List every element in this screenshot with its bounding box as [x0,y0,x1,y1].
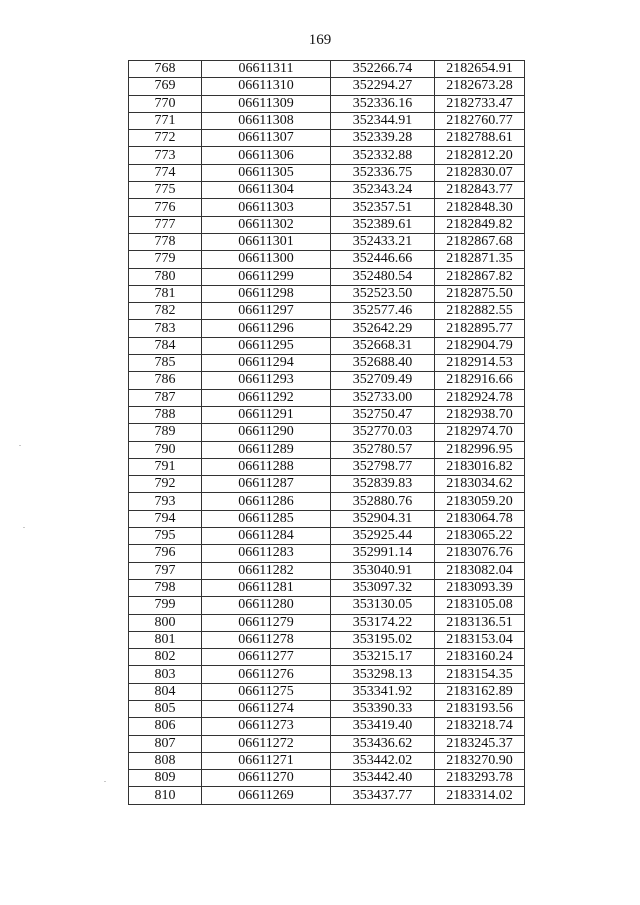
cell-point-id: 06611311 [202,61,331,78]
table-row [129,389,525,406]
cell-y-coordinate: 2183218.74 [435,718,525,735]
cell-y-coordinate: 2183034.62 [435,476,525,493]
cell-y-coordinate: 2182848.30 [435,199,525,216]
table-row [129,787,525,804]
cell-row-number: 804 [129,683,202,700]
cell-point-id: 06611297 [202,303,331,320]
cell-y-coordinate: 2183065.22 [435,528,525,545]
table-row [129,337,525,354]
cell-x-coordinate: 353419.40 [331,718,435,735]
cell-x-coordinate: 352904.31 [331,510,435,527]
cell-x-coordinate: 352357.51 [331,199,435,216]
cell-y-coordinate: 2182871.35 [435,251,525,268]
cell-row-number: 776 [129,199,202,216]
cell-point-id: 06611308 [202,112,331,129]
table-row [129,545,525,562]
cell-point-id: 06611306 [202,147,331,164]
cell-row-number: 771 [129,112,202,129]
cell-row-number: 806 [129,718,202,735]
cell-point-id: 06611275 [202,683,331,700]
cell-x-coordinate: 353174.22 [331,614,435,631]
cell-row-number: 810 [129,787,202,804]
cell-x-coordinate: 352344.91 [331,112,435,129]
cell-row-number: 784 [129,337,202,354]
table-row [129,303,525,320]
cell-row-number: 785 [129,355,202,372]
cell-y-coordinate: 2182938.70 [435,406,525,423]
table-row [129,579,525,596]
cell-row-number: 786 [129,372,202,389]
cell-x-coordinate: 352523.50 [331,285,435,302]
cell-row-number: 769 [129,78,202,95]
cell-x-coordinate: 353442.40 [331,770,435,787]
cell-point-id: 06611300 [202,251,331,268]
cell-point-id: 06611274 [202,700,331,717]
cell-point-id: 06611293 [202,372,331,389]
cell-y-coordinate: 2183153.04 [435,631,525,648]
cell-x-coordinate: 352709.49 [331,372,435,389]
margin-mark [104,781,106,782]
cell-x-coordinate: 353215.17 [331,649,435,666]
cell-point-id: 06611296 [202,320,331,337]
table-row [129,493,525,510]
cell-row-number: 792 [129,476,202,493]
cell-x-coordinate: 353097.32 [331,579,435,596]
cell-x-coordinate: 352336.75 [331,164,435,181]
cell-point-id: 06611269 [202,787,331,804]
cell-x-coordinate: 352577.46 [331,303,435,320]
cell-point-id: 06611285 [202,510,331,527]
table-row [129,476,525,493]
cell-y-coordinate: 2182843.77 [435,182,525,199]
table-row [129,164,525,181]
cell-row-number: 793 [129,493,202,510]
cell-row-number: 789 [129,424,202,441]
table-row [129,441,525,458]
cell-row-number: 770 [129,95,202,112]
cell-point-id: 06611294 [202,355,331,372]
cell-x-coordinate: 353437.77 [331,787,435,804]
cell-row-number: 781 [129,285,202,302]
table-row [129,597,525,614]
cell-x-coordinate: 353390.33 [331,700,435,717]
cell-row-number: 807 [129,735,202,752]
cell-y-coordinate: 2182760.77 [435,112,525,129]
cell-y-coordinate: 2183160.24 [435,649,525,666]
cell-x-coordinate: 352339.28 [331,130,435,147]
cell-point-id: 06611291 [202,406,331,423]
table-row [129,614,525,631]
table-row [129,216,525,233]
table-row [129,666,525,683]
cell-y-coordinate: 2183293.78 [435,770,525,787]
cell-x-coordinate: 352839.83 [331,476,435,493]
table-row [129,285,525,302]
cell-x-coordinate: 352332.88 [331,147,435,164]
cell-y-coordinate: 2183076.76 [435,545,525,562]
table-row [129,735,525,752]
cell-y-coordinate: 2182895.77 [435,320,525,337]
margin-mark [23,527,25,528]
table-row [129,718,525,735]
cell-x-coordinate: 352733.00 [331,389,435,406]
cell-x-coordinate: 352668.31 [331,337,435,354]
cell-row-number: 775 [129,182,202,199]
table-row [129,233,525,250]
coordinates-table-body [129,61,525,805]
table-row [129,95,525,112]
cell-x-coordinate: 352880.76 [331,493,435,510]
table-row [129,130,525,147]
cell-y-coordinate: 2182830.07 [435,164,525,181]
cell-y-coordinate: 2183270.90 [435,752,525,769]
cell-x-coordinate: 352266.74 [331,61,435,78]
table-row [129,700,525,717]
cell-point-id: 06611273 [202,718,331,735]
cell-point-id: 06611292 [202,389,331,406]
cell-y-coordinate: 2182875.50 [435,285,525,302]
cell-y-coordinate: 2183105.08 [435,597,525,614]
table-row [129,631,525,648]
cell-y-coordinate: 2182788.61 [435,130,525,147]
cell-y-coordinate: 2182916.66 [435,372,525,389]
table-row [129,528,525,545]
cell-x-coordinate: 352925.44 [331,528,435,545]
cell-row-number: 768 [129,61,202,78]
table-row [129,112,525,129]
table-row [129,458,525,475]
cell-y-coordinate: 2182924.78 [435,389,525,406]
cell-y-coordinate: 2182673.28 [435,78,525,95]
cell-y-coordinate: 2182812.20 [435,147,525,164]
cell-x-coordinate: 352688.40 [331,355,435,372]
cell-point-id: 06611272 [202,735,331,752]
table-row [129,61,525,78]
cell-x-coordinate: 352750.47 [331,406,435,423]
table-row [129,268,525,285]
cell-row-number: 794 [129,510,202,527]
cell-row-number: 795 [129,528,202,545]
cell-point-id: 06611305 [202,164,331,181]
table-row [129,182,525,199]
cell-x-coordinate: 352446.66 [331,251,435,268]
cell-row-number: 778 [129,233,202,250]
cell-row-number: 787 [129,389,202,406]
cell-x-coordinate: 352343.24 [331,182,435,199]
table-row [129,752,525,769]
table-row [129,355,525,372]
cell-row-number: 791 [129,458,202,475]
table-row [129,683,525,700]
cell-row-number: 782 [129,303,202,320]
cell-y-coordinate: 2182914.53 [435,355,525,372]
cell-point-id: 06611283 [202,545,331,562]
cell-y-coordinate: 2182849.82 [435,216,525,233]
cell-y-coordinate: 2182654.91 [435,61,525,78]
cell-y-coordinate: 2183082.04 [435,562,525,579]
cell-row-number: 779 [129,251,202,268]
cell-x-coordinate: 352294.27 [331,78,435,95]
cell-point-id: 06611307 [202,130,331,147]
cell-point-id: 06611281 [202,579,331,596]
cell-x-coordinate: 353130.05 [331,597,435,614]
cell-row-number: 802 [129,649,202,666]
cell-row-number: 808 [129,752,202,769]
cell-y-coordinate: 2182733.47 [435,95,525,112]
cell-x-coordinate: 353442.02 [331,752,435,769]
cell-row-number: 805 [129,700,202,717]
cell-row-number: 800 [129,614,202,631]
cell-row-number: 798 [129,579,202,596]
table-row [129,199,525,216]
cell-row-number: 783 [129,320,202,337]
cell-row-number: 809 [129,770,202,787]
table-row [129,562,525,579]
cell-row-number: 780 [129,268,202,285]
cell-x-coordinate: 352480.54 [331,268,435,285]
cell-point-id: 06611276 [202,666,331,683]
cell-y-coordinate: 2182882.55 [435,303,525,320]
cell-point-id: 06611288 [202,458,331,475]
cell-point-id: 06611279 [202,614,331,631]
cell-point-id: 06611270 [202,770,331,787]
cell-row-number: 790 [129,441,202,458]
table-row [129,147,525,164]
table-row [129,424,525,441]
cell-y-coordinate: 2183059.20 [435,493,525,510]
cell-point-id: 06611277 [202,649,331,666]
cell-x-coordinate: 353341.92 [331,683,435,700]
table-row [129,251,525,268]
cell-x-coordinate: 352389.61 [331,216,435,233]
table-row [129,320,525,337]
cell-point-id: 06611301 [202,233,331,250]
cell-point-id: 06611303 [202,199,331,216]
cell-y-coordinate: 2183314.02 [435,787,525,804]
table-row [129,406,525,423]
table-row [129,78,525,95]
cell-x-coordinate: 352780.57 [331,441,435,458]
table-row [129,770,525,787]
cell-x-coordinate: 352642.29 [331,320,435,337]
cell-y-coordinate: 2183136.51 [435,614,525,631]
cell-point-id: 06611284 [202,528,331,545]
cell-x-coordinate: 352433.21 [331,233,435,250]
cell-point-id: 06611271 [202,752,331,769]
cell-point-id: 06611302 [202,216,331,233]
cell-x-coordinate: 352991.14 [331,545,435,562]
cell-point-id: 06611287 [202,476,331,493]
cell-point-id: 06611304 [202,182,331,199]
cell-row-number: 796 [129,545,202,562]
cell-point-id: 06611309 [202,95,331,112]
cell-y-coordinate: 2182904.79 [435,337,525,354]
cell-point-id: 06611289 [202,441,331,458]
cell-row-number: 774 [129,164,202,181]
cell-x-coordinate: 352336.16 [331,95,435,112]
cell-point-id: 06611310 [202,78,331,95]
cell-y-coordinate: 2183162.89 [435,683,525,700]
cell-x-coordinate: 352770.03 [331,424,435,441]
cell-x-coordinate: 352798.77 [331,458,435,475]
cell-row-number: 803 [129,666,202,683]
cell-row-number: 777 [129,216,202,233]
cell-y-coordinate: 2182974.70 [435,424,525,441]
table-row [129,372,525,389]
margin-mark [19,445,21,446]
cell-x-coordinate: 353195.02 [331,631,435,648]
cell-y-coordinate: 2182867.68 [435,233,525,250]
cell-point-id: 06611290 [202,424,331,441]
cell-point-id: 06611278 [202,631,331,648]
cell-row-number: 772 [129,130,202,147]
cell-point-id: 06611298 [202,285,331,302]
cell-y-coordinate: 2183245.37 [435,735,525,752]
cell-x-coordinate: 353040.91 [331,562,435,579]
cell-y-coordinate: 2183064.78 [435,510,525,527]
page-number: 169 [308,32,332,48]
table-row [129,649,525,666]
cell-y-coordinate: 2183093.39 [435,579,525,596]
cell-row-number: 773 [129,147,202,164]
cell-point-id: 06611286 [202,493,331,510]
cell-y-coordinate: 2183016.82 [435,458,525,475]
cell-point-id: 06611280 [202,597,331,614]
cell-row-number: 801 [129,631,202,648]
cell-row-number: 797 [129,562,202,579]
cell-row-number: 788 [129,406,202,423]
cell-x-coordinate: 353436.62 [331,735,435,752]
cell-x-coordinate: 353298.13 [331,666,435,683]
cell-point-id: 06611295 [202,337,331,354]
cell-y-coordinate: 2182996.95 [435,441,525,458]
table-row [129,510,525,527]
cell-point-id: 06611299 [202,268,331,285]
coordinates-table [128,60,525,805]
cell-y-coordinate: 2182867.82 [435,268,525,285]
cell-y-coordinate: 2183193.56 [435,700,525,717]
cell-y-coordinate: 2183154.35 [435,666,525,683]
cell-point-id: 06611282 [202,562,331,579]
cell-row-number: 799 [129,597,202,614]
